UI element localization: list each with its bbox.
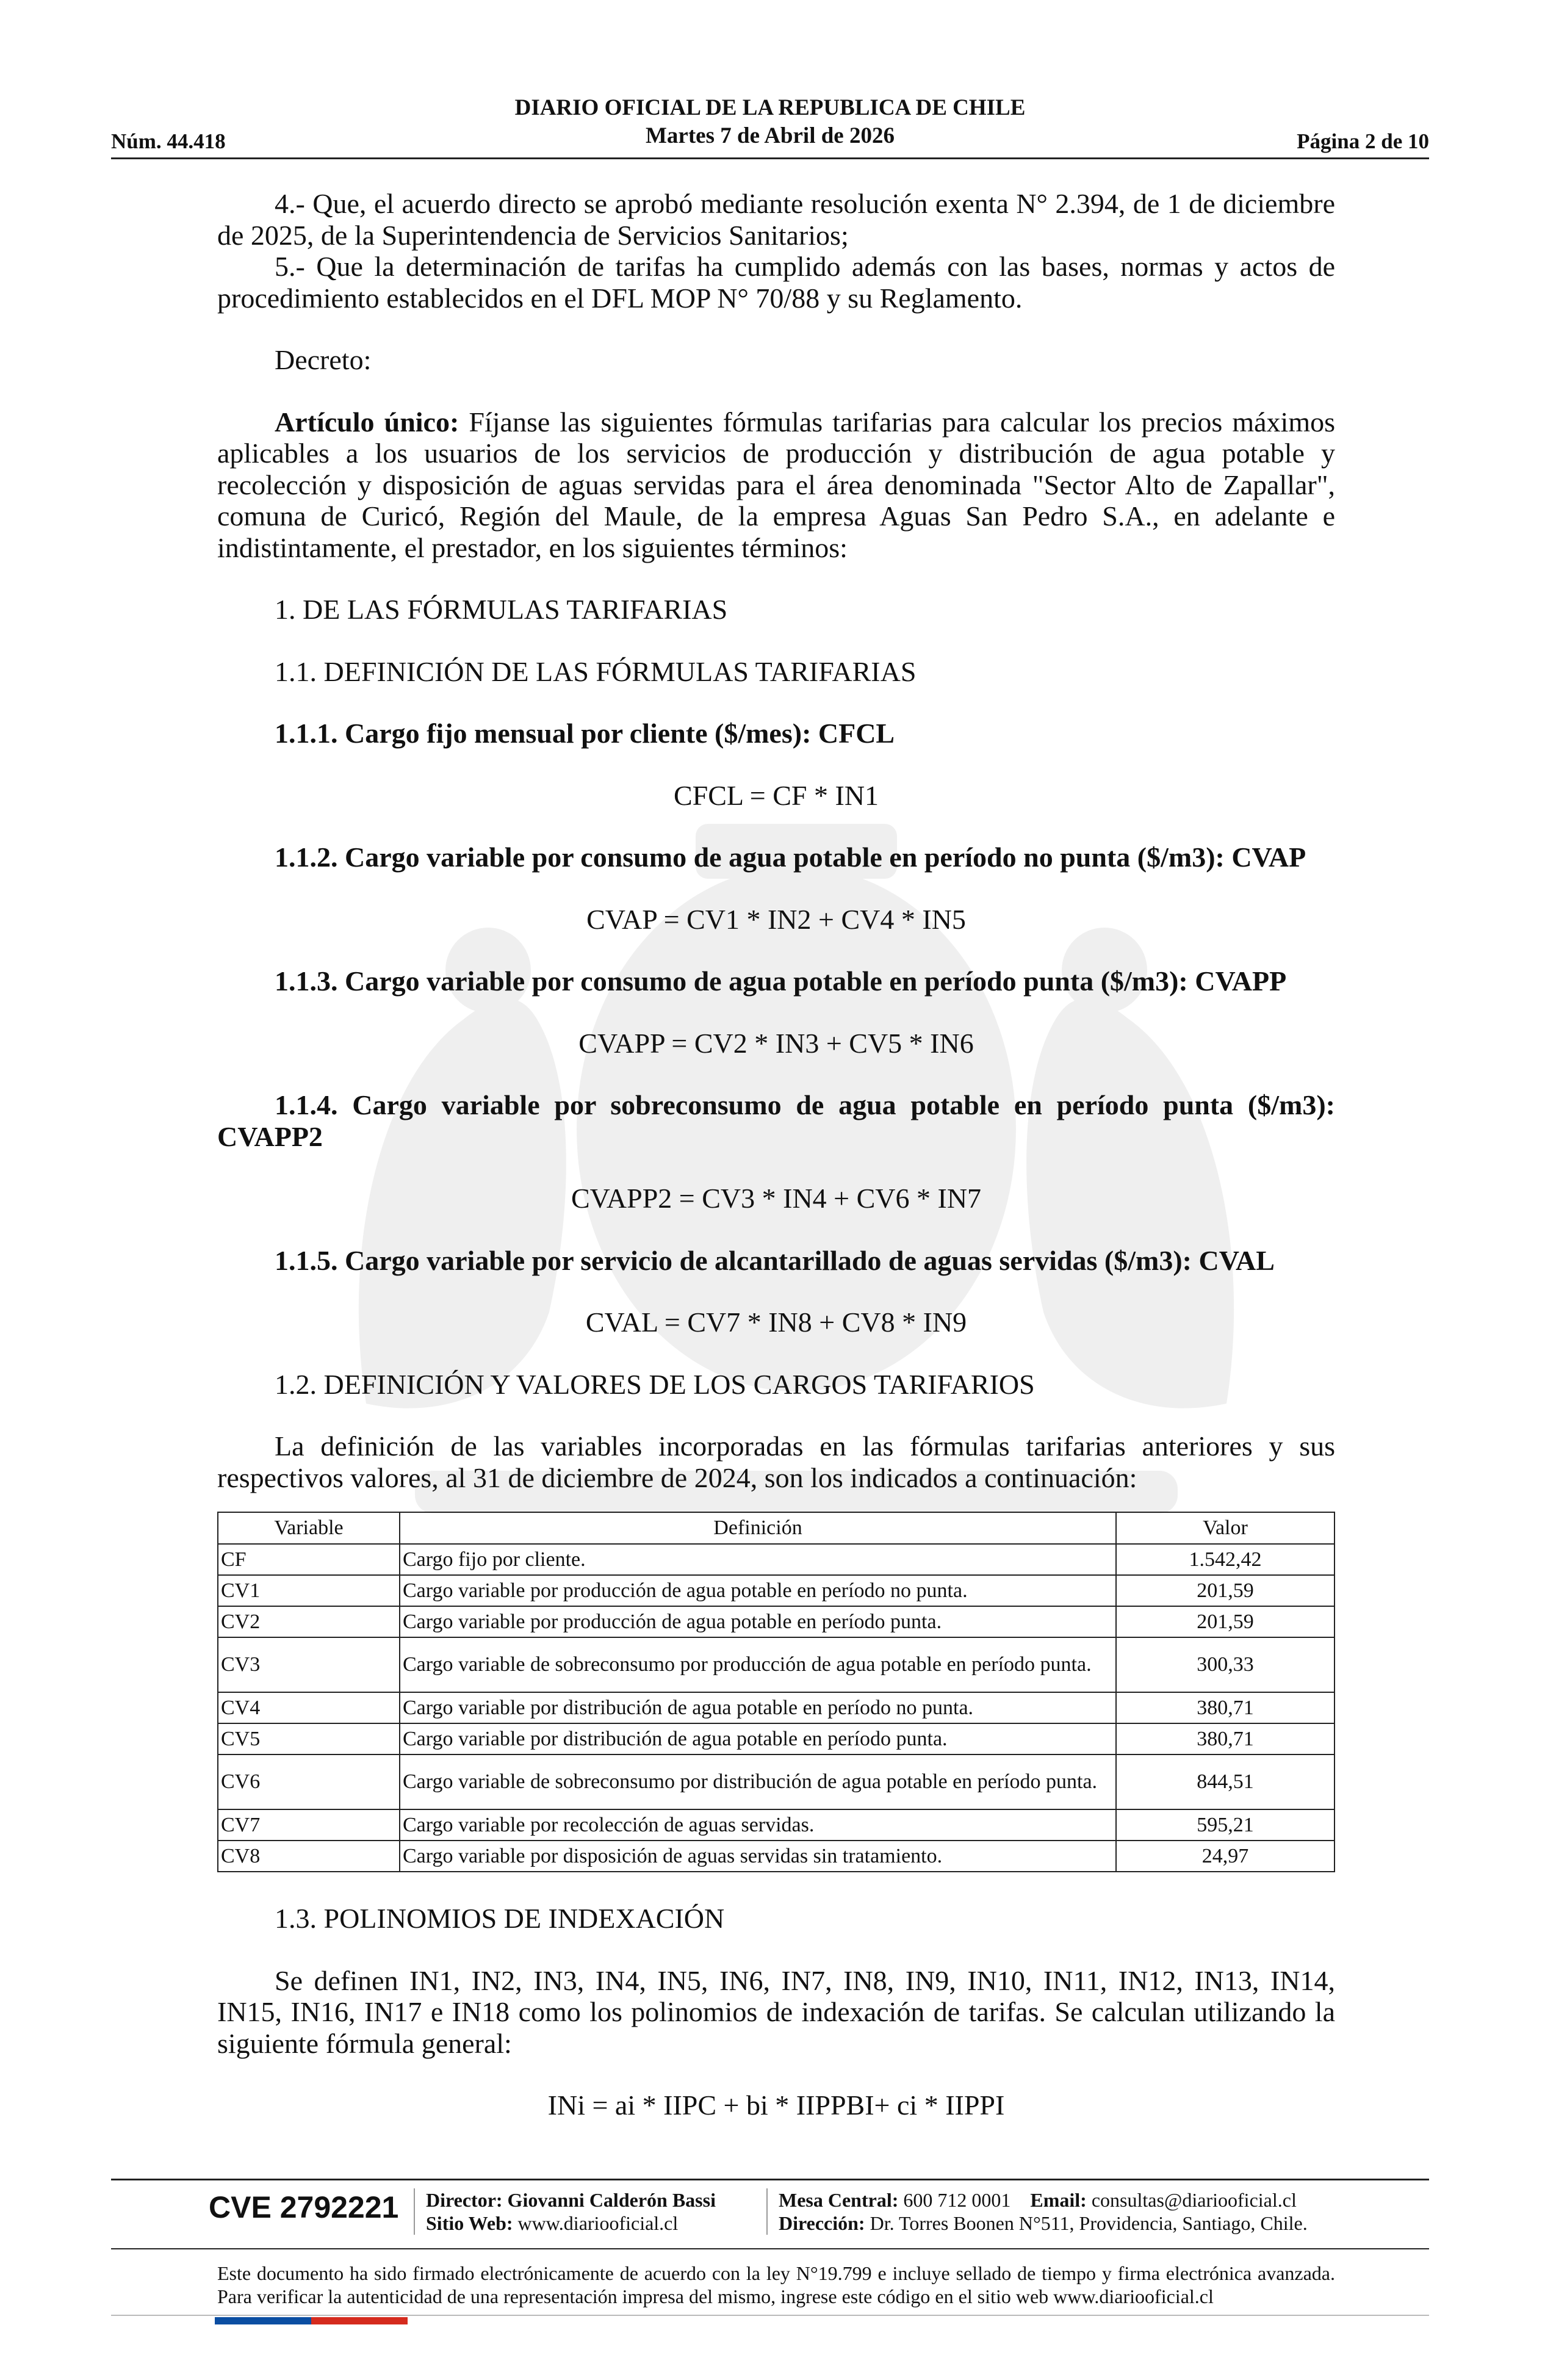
decreto-label: Decreto:: [275, 344, 372, 375]
considerando-5: 5.- Que la determinación de tarifas ha cumplido además con las bases, normas y actos de procedimiento establecidos en el DFL MOP N° 70/88 y su Reglamento.: [217, 251, 1335, 314]
footer-top-rule: [111, 2179, 1429, 2180]
page-number: Página 2 de 10: [1297, 129, 1429, 153]
cell-definicion: Cargo variable por disposición de aguas servidas sin tratamiento.: [400, 1841, 1116, 1872]
director-label: Director:: [426, 2189, 503, 2211]
website-link[interactable]: www.diariooficial.cl: [513, 2212, 679, 2234]
table-row: [218, 1809, 1334, 1841]
electronic-signature-notice: Este documento ha sido firmado electrónicamente de acuerdo con la ley N°19.799 e incluye sellado de tiempo y firma electrónica avanzada. Para verificar la autenticidad de una representación impresa del mismo, ingrese este código en el sitio web www.diariooficial.cl: [217, 2262, 1335, 2307]
email-label: Email:: [1030, 2189, 1087, 2211]
articulo-label: Artículo único:: [275, 406, 459, 438]
contact-line: [779, 2188, 1308, 2212]
section-1-1-heading: 1.1. DEFINICIÓN DE LAS FÓRMULAS TARIFARIAS: [275, 655, 917, 687]
table-row: [218, 1637, 1334, 1692]
table-header-row: [218, 1512, 1334, 1544]
address-line: [779, 2212, 1308, 2235]
cell-valor: 595,21: [1116, 1809, 1334, 1841]
section-1-heading: 1. DE LAS FÓRMULAS TARIFARIAS: [275, 594, 728, 625]
cell-definicion: Cargo variable de sobreconsumo por producción de agua potable en período punta.: [400, 1637, 1116, 1692]
footer-separator: [414, 2188, 415, 2235]
page-header: [111, 92, 1429, 159]
page-footer: [111, 2188, 1429, 2243]
website-label: Sitio Web:: [426, 2212, 513, 2234]
header-divider: [111, 157, 1429, 159]
cell-valor: 201,59: [1116, 1575, 1334, 1606]
column-header-valor: Valor: [1116, 1512, 1334, 1544]
cell-valor: 1.542,42: [1116, 1544, 1334, 1575]
flag-bar-red: [311, 2317, 408, 2324]
table-row: [218, 1575, 1334, 1606]
formula-indexation: INi = ai * IIPC + bi * IIPPBI+ ci * IIPPI: [547, 2090, 1005, 2121]
section-1-2-paragraph: La definición de las variables incorporadas en las fórmulas tarifarias anteriores y sus respectivos valores, al 31 de diciembre de 2024, son los indicados a continuación:: [217, 1430, 1335, 1493]
column-header-definicion: Definición: [400, 1512, 1116, 1544]
email-link[interactable]: consultas@diariooficial.cl: [1086, 2189, 1297, 2211]
table-row: [218, 1841, 1334, 1872]
table-row: [218, 1544, 1334, 1575]
mesa-label: Mesa Central:: [779, 2189, 899, 2211]
articulo-unico: [217, 406, 1335, 564]
cell-valor: 201,59: [1116, 1606, 1334, 1637]
cell-definicion: Cargo variable por distribución de agua potable en período no punta.: [400, 1692, 1116, 1723]
footer-bottom-rule: [111, 2315, 1429, 2316]
section-1-3-heading: 1.3. POLINOMIOS DE INDEXACIÓN: [275, 1903, 725, 1934]
heading-1-1-3: 1.1.3. Cargo variable por consumo de agua potable en período punta ($/m3): CVAPP: [275, 965, 1287, 997]
cell-valor: 380,71: [1116, 1692, 1334, 1723]
cell-variable: CV6: [218, 1754, 400, 1809]
decree-body: [217, 188, 1335, 2121]
cell-definicion: Cargo variable por distribución de agua potable en período punta.: [400, 1723, 1116, 1754]
formula-cvapp: CVAPP = CV2 * IN3 + CV5 * IN6: [578, 1027, 974, 1059]
table-row: [218, 1723, 1334, 1754]
cell-valor: 380,71: [1116, 1723, 1334, 1754]
footer-mid-rule: [111, 2248, 1429, 2249]
gazette-title: DIARIO OFICIAL DE LA REPUBLICA DE CHILE: [514, 95, 1026, 120]
director-name: Giovanni Calderón Bassi: [502, 2189, 716, 2211]
articulo-text: Fíjanse las siguientes fórmulas tarifarias para calcular los precios máximos aplicables a los usuarios de los servicios de producción y distribución de agua potable y recolección y disposición de aguas servidas para el área denominada "Sector Alto de Zapallar", comuna de Curicó, Región del Maule, de la empresa Aguas San Pedro S.A., en adelante e indistintamente, el prestador, en los siguientes términos:: [217, 406, 1335, 563]
cell-variable: CV2: [218, 1606, 400, 1637]
cve-code: CVE 2792221: [209, 2190, 399, 2224]
cell-variable: CV5: [218, 1723, 400, 1754]
footer-contact-block: [779, 2188, 1308, 2235]
issue-number: Núm. 44.418: [111, 129, 226, 153]
cell-definicion: Cargo variable por producción de agua potable en período punta.: [400, 1606, 1116, 1637]
heading-1-1-2: 1.1.2. Cargo variable por consumo de agua potable en período no punta ($/m3): CVAP: [275, 842, 1306, 873]
section-1-3-paragraph: Se definen IN1, IN2, IN3, IN4, IN5, IN6, IN7, IN8, IN9, IN10, IN11, IN12, IN13, IN14, IN15, IN16, IN17 e IN18 como los polinomios de indexación de tarifas. Se calculan utilizando la siguiente fórmula general:: [217, 1964, 1335, 2059]
cell-variable: CF: [218, 1544, 400, 1575]
tariff-charges-table: [217, 1512, 1335, 1872]
cell-definicion: Cargo variable por producción de agua potable en período no punta.: [400, 1575, 1116, 1606]
formula-cvap: CVAP = CV1 * IN2 + CV4 * IN5: [586, 903, 966, 935]
section-1-2-heading: 1.2. DEFINICIÓN Y VALORES DE LOS CARGOS TARIFARIOS: [275, 1368, 1035, 1400]
flag-bar-blue: [215, 2317, 311, 2324]
column-header-variable: Variable: [218, 1512, 400, 1544]
cell-variable: CV1: [218, 1575, 400, 1606]
cell-definicion: Cargo variable de sobreconsumo por distribución de agua potable en período punta.: [400, 1754, 1116, 1809]
cell-variable: CV3: [218, 1637, 400, 1692]
cell-valor: 844,51: [1116, 1754, 1334, 1809]
heading-1-1-4: 1.1.4. Cargo variable por sobreconsumo de agua potable en período punta ($/m3): CVAPP2: [217, 1089, 1335, 1152]
address-text: Dr. Torres Boonen N°511, Providencia, Santiago, Chile.: [865, 2212, 1308, 2234]
cell-variable: CV7: [218, 1809, 400, 1841]
mesa-phone: 600 712 0001: [898, 2189, 1011, 2211]
table-row: [218, 1692, 1334, 1723]
footer-separator: [766, 2188, 768, 2235]
cell-valor: 24,97: [1116, 1841, 1334, 1872]
address-label: Dirección:: [779, 2212, 865, 2234]
cell-valor: 300,33: [1116, 1637, 1334, 1692]
cell-definicion: Cargo fijo por cliente.: [400, 1544, 1116, 1575]
heading-1-1-5: 1.1.5. Cargo variable por servicio de alcantarillado de aguas servidas ($/m3): CVAL: [275, 1244, 1275, 1276]
formula-cvapp2: CVAPP2 = CV3 * IN4 + CV6 * IN7: [571, 1183, 982, 1214]
footer-director-block: [426, 2188, 716, 2235]
cell-variable: CV8: [218, 1841, 400, 1872]
cell-variable: CV4: [218, 1692, 400, 1723]
issue-date: Martes 7 de Abril de 2026: [646, 123, 895, 148]
director-line: [426, 2188, 716, 2212]
considerando-4: 4.- Que, el acuerdo directo se aprobó mediante resolución exenta N° 2.394, de 1 de diciembre de 2025, de la Superintendencia de Servicios Sanitarios;: [217, 188, 1335, 251]
formula-cfcl: CFCL = CF * IN1: [673, 779, 879, 811]
formula-cval: CVAL = CV7 * IN8 + CV8 * IN9: [585, 1307, 967, 1338]
website-line: [426, 2212, 716, 2235]
table-row: [218, 1606, 1334, 1637]
heading-1-1-1: 1.1.1. Cargo fijo mensual por cliente ($/mes): CFCL: [275, 718, 895, 749]
table-row: [218, 1754, 1334, 1809]
cell-definicion: Cargo variable por recolección de aguas servidas.: [400, 1809, 1116, 1841]
header-center: [111, 94, 1429, 150]
